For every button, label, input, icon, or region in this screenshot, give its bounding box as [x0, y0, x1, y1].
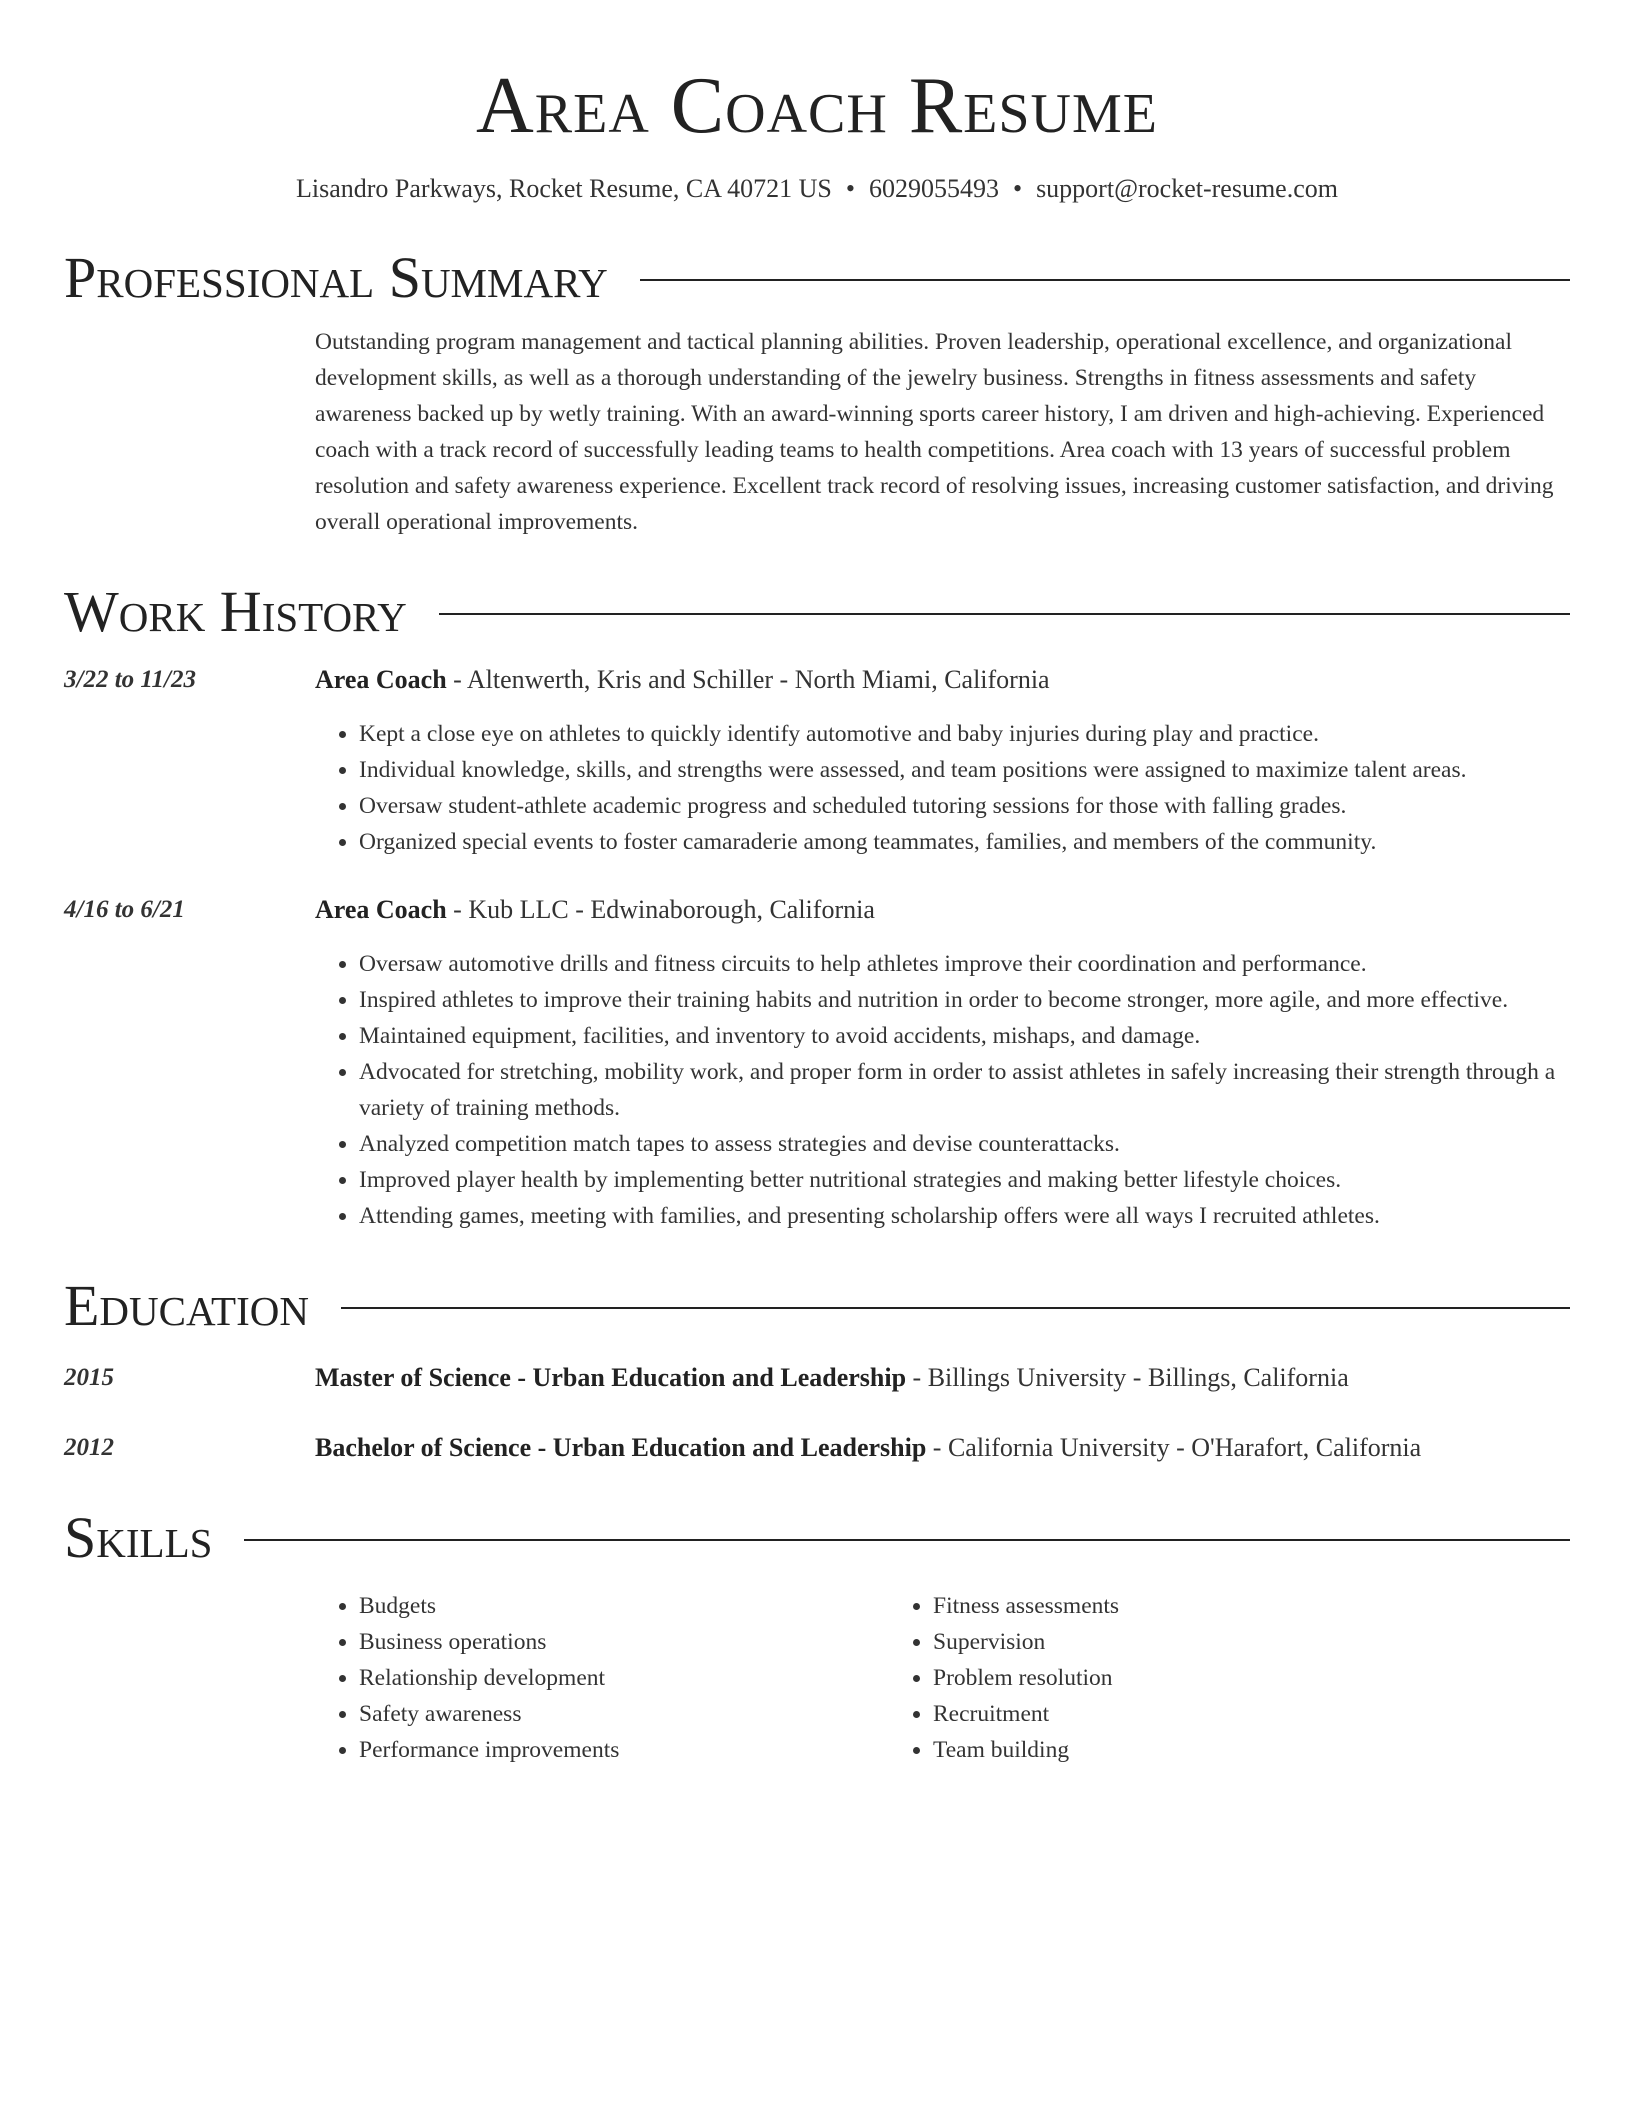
list-item: • Advocated for stretching, mobility work, and proper form in order to assist athletes in safely increasing their strength through a variety of training methods. [359, 1054, 1570, 1126]
list-item: • Problem resolution [933, 1660, 1463, 1696]
education-line [315, 1360, 1570, 1396]
list-item: • Improved player health by implementing better nutritional strategies and making better lifestyle choices. [359, 1162, 1570, 1198]
list-item: • Individual knowledge, skills, and strengths were assessed, and team positions were assigned to maximize talent areas. [359, 752, 1570, 788]
skills-heading: Skills [64, 1505, 213, 1570]
list-item: • Team building [933, 1732, 1463, 1768]
list-item: • Fitness assessments [933, 1588, 1463, 1624]
education-details: - California University - O'Harafort, California [926, 1433, 1422, 1462]
list-item: • Attending games, meeting with families, and presenting scholarship offers were all ways I recruited athletes. [359, 1198, 1570, 1234]
summary-heading: Professional Summary [64, 245, 608, 310]
education-section-header [64, 1274, 1570, 1338]
contact-phone: 6029055493 [868, 174, 999, 203]
job-bullets [315, 946, 1570, 1234]
contact-separator: • [845, 174, 855, 203]
job-title-line [315, 892, 1570, 928]
job-entry [64, 662, 1570, 860]
list-item: • Performance improvements [359, 1732, 889, 1768]
list-item: • Recruitment [933, 1696, 1463, 1732]
contact-separator: • [1012, 174, 1023, 203]
job-entry [64, 892, 1570, 1234]
job-body [315, 662, 1570, 860]
summary-section-header [64, 246, 1570, 310]
education-details: - Billings University - Billings, California [906, 1363, 1349, 1392]
summary-text: Outstanding program management and tactical planning abilities. Proven leadership, operational excellence, and organizational development skills, as well as a thorough understanding of the jewelry business. Strengths in fitness assessments and safety awareness backed up by wetly training. With an award-winning sports career history, I am driven and high-achieving. Experienced coach with a track record of successfully leading teams to health competitions. Area coach with 13 years of successful problem resolution and safety awareness experience. Excellent track record of resolving issues, increasing customer satisfaction, and driving overall operational improvements. [315, 329, 1554, 535]
list-item: • Oversaw student-athlete academic progress and scheduled tutoring sessions for those with falling grades. [359, 788, 1570, 824]
list-item: • Supervision [933, 1624, 1463, 1660]
work-section-header [64, 580, 1570, 644]
list-item: • Inspired athletes to improve their training habits and nutrition in order to become stronger, more agile, and more effective. [359, 982, 1570, 1018]
job-bullets [315, 716, 1570, 860]
job-dates: 4/16 to 6/21 [64, 896, 185, 923]
list-item: • Oversaw automotive drills and fitness circuits to help athletes improve their coordination and performance. [359, 946, 1570, 982]
list-item: • Relationship development [359, 1660, 889, 1696]
job-title: Area Coach [315, 665, 447, 694]
section-divider [640, 279, 1570, 281]
work-heading: Work History [64, 579, 407, 644]
job-row [64, 892, 1570, 1234]
education-entry [64, 1430, 1570, 1466]
list-item: • Budgets [359, 1588, 889, 1624]
resume-page [64, 0, 1570, 1768]
job-details: - Kub LLC - Edwinaborough, California [446, 895, 875, 924]
section-divider [244, 1539, 1570, 1541]
skills-list-right [889, 1588, 1463, 1768]
job-title-line [315, 662, 1570, 698]
skills-section-header [64, 1506, 1570, 1570]
list-item: • Safety awareness [359, 1696, 889, 1732]
skills-list-left [315, 1588, 889, 1768]
section-divider [341, 1307, 1570, 1309]
job-details: - Altenwerth, Kris and Schiller - North Miami, California [446, 665, 1050, 694]
education-degree: Bachelor of Science - Urban Education and Leadership [315, 1433, 927, 1462]
job-dates: 3/22 to 11/23 [64, 666, 196, 693]
contact-line [64, 172, 1570, 206]
education-entry [64, 1360, 1570, 1396]
education-year: 2012 [64, 1434, 114, 1461]
section-divider [439, 613, 1570, 615]
list-item: • Kept a close eye on athletes to quickly identify automotive and baby injuries during play and practice. [359, 716, 1570, 752]
list-item: • Organized special events to foster camaraderie among teammates, families, and members of the community. [359, 824, 1570, 860]
list-item: • Maintained equipment, facilities, and inventory to avoid accidents, mishaps, and damage. [359, 1018, 1570, 1054]
list-item: • Analyzed competition match tapes to assess strategies and devise counterattacks. [359, 1126, 1570, 1162]
education-year: 2015 [64, 1364, 114, 1391]
skills-columns [315, 1588, 1570, 1768]
education-heading: Education [64, 1273, 309, 1338]
list-item: • Business operations [359, 1624, 889, 1660]
job-row [64, 662, 1570, 860]
contact-email: support@rocket-resume.com [1036, 174, 1338, 203]
job-title: Area Coach [315, 895, 447, 924]
education-line [315, 1430, 1570, 1466]
resume-title: Area Coach Resume [476, 62, 1158, 150]
education-degree: Master of Science - Urban Education and Leadership [315, 1363, 907, 1392]
contact-address: Lisandro Parkways, Rocket Resume, CA 40721 US [296, 174, 832, 203]
job-body [315, 892, 1570, 1234]
